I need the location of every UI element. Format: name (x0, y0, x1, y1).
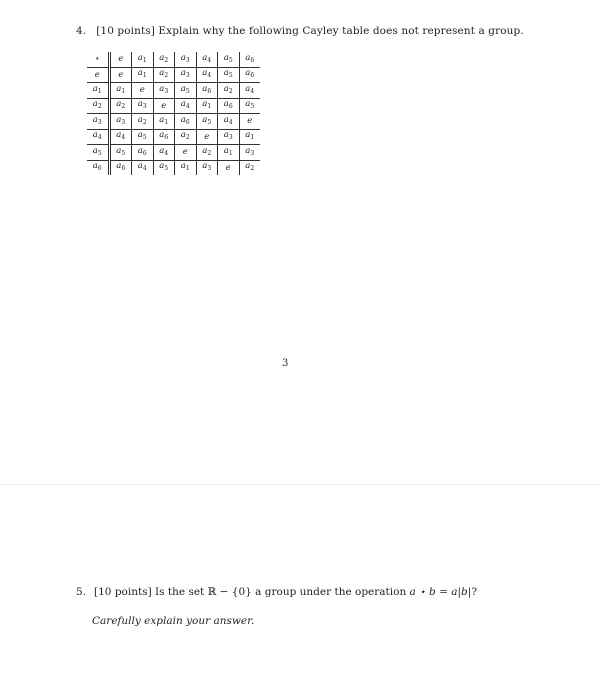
table-cell: $a_3$ (196, 160, 218, 175)
question-5-operation: a ⋆ b = a|b| (409, 586, 472, 598)
table-cell: $a_6$ (175, 114, 197, 130)
table-cell: $a_3$ (239, 145, 260, 161)
table-cell: $a_2$ (109, 98, 132, 114)
table-row (87, 83, 260, 99)
question-5 (76, 586, 477, 598)
table-column-header: $a_3$ (175, 52, 197, 67)
table-column-header: e (109, 52, 132, 67)
table-cell: $a_3$ (153, 83, 175, 99)
table-column-header: $a_2$ (153, 52, 175, 67)
table-cell: $a_4$ (175, 98, 197, 114)
question-4-number: 4. (76, 25, 87, 37)
table-operator: ⋆ (87, 52, 109, 67)
table-cell: e (132, 83, 154, 99)
table-cell: $a_5$ (132, 129, 154, 145)
table-cell: $a_4$ (196, 67, 218, 83)
table-cell: $a_2$ (175, 129, 197, 145)
table-cell: e (109, 67, 132, 83)
table-cell: e (239, 114, 260, 130)
table-row (87, 98, 260, 114)
table-cell: $a_1$ (239, 129, 260, 145)
table-cell: $a_5$ (239, 98, 260, 114)
table-column-header: $a_6$ (239, 52, 260, 67)
table-cell: $a_3$ (175, 67, 197, 83)
table-row (87, 114, 260, 130)
page-divider (0, 484, 600, 485)
table-cell: $a_4$ (109, 129, 132, 145)
question-4-text: [10 points] Explain why the following Cayley table does not represent a group. (96, 25, 524, 37)
table-row (87, 129, 260, 145)
question-4 (76, 25, 524, 37)
table-row (87, 145, 260, 161)
table-cell: $a_3$ (109, 114, 132, 130)
table-cell: e (218, 160, 240, 175)
table-cell: $a_4$ (153, 145, 175, 161)
table-cell: $a_1$ (132, 67, 154, 83)
table-cell: $a_2$ (132, 114, 154, 130)
table-column-header: $a_5$ (218, 52, 240, 67)
table-cell: $a_5$ (109, 145, 132, 161)
table-cell: $a_6$ (196, 83, 218, 99)
table-cell: $a_4$ (132, 160, 154, 175)
table-row-header: e (87, 67, 109, 83)
table-cell: $a_1$ (175, 160, 197, 175)
table-cell: $a_2$ (218, 83, 240, 99)
table-cell: $a_6$ (132, 145, 154, 161)
table-cell: $a_1$ (109, 83, 132, 99)
table-cell: $a_5$ (175, 83, 197, 99)
table-cell: $a_6$ (218, 98, 240, 114)
table-row (87, 67, 260, 83)
table-cell: $a_1$ (153, 114, 175, 130)
table-row (87, 160, 260, 175)
question-5-instruction: Carefully explain your answer. (92, 615, 255, 627)
table-cell: e (153, 98, 175, 114)
table-row-header: $a_5$ (87, 145, 109, 161)
question-5-number: 5. (76, 586, 87, 598)
table-row-header: $a_2$ (87, 98, 109, 114)
table-row-header: $a_6$ (92, 161, 102, 173)
table-cell: $a_4$ (218, 114, 240, 130)
cayley-table (87, 52, 260, 175)
table-cell: $a_2$ (196, 145, 218, 161)
table-cell: $a_2$ (239, 160, 260, 175)
table-row-header: $a_3$ (87, 114, 109, 130)
table-column-header: $a_4$ (196, 52, 218, 67)
table-cell: e (175, 145, 197, 161)
table-cell: $a_6$ (153, 129, 175, 145)
table-row-header: $a_1$ (87, 83, 109, 99)
table-cell: $a_5$ (196, 114, 218, 130)
question-5-text: [10 points] Is the set ℝ − {0} a group under the operation (94, 586, 410, 598)
question-5-end: ? (471, 586, 477, 598)
table-row-header: $a_4$ (87, 129, 109, 145)
table-cell: $a_6$ (239, 67, 260, 83)
table-cell: $a_6$ (109, 160, 132, 175)
table-cell: $a_2$ (153, 67, 175, 83)
table-cell: $a_1$ (196, 98, 218, 114)
page-number: 3 (282, 358, 289, 369)
table-cell: $a_5$ (218, 67, 240, 83)
table-cell: $a_3$ (132, 98, 154, 114)
table-cell: $a_1$ (218, 145, 240, 161)
table-cell: $a_3$ (218, 129, 240, 145)
table-cell: $a_5$ (153, 160, 175, 175)
table-column-header: $a_1$ (132, 52, 154, 67)
table-cell: e (196, 129, 218, 145)
table-cell: $a_4$ (239, 83, 260, 99)
